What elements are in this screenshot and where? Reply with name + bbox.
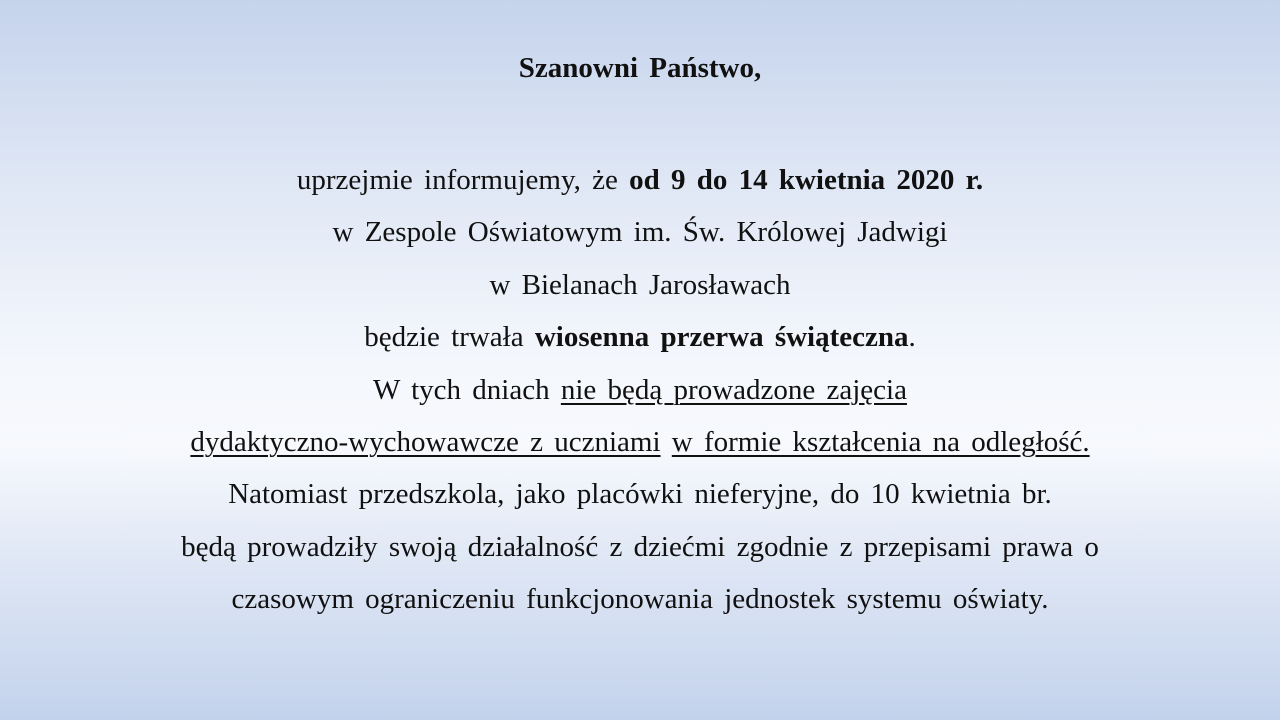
line-preschools: Natomiast przedszkola, jako placówki nieferyjne, do 10 kwietnia br. xyxy=(228,478,1052,511)
line-regulations: czasowym ograniczeniu funkcjonowania jednostek systemu oświaty. xyxy=(231,583,1049,616)
line-break-type-period: . xyxy=(908,321,916,354)
line-classes-cont xyxy=(0,416,1280,468)
line-dates xyxy=(0,154,1280,206)
classes-space xyxy=(661,426,672,458)
line-break-type xyxy=(0,311,1280,363)
break-name: wiosenna przerwa świąteczna xyxy=(534,321,909,354)
remote-learning-notice: w formie kształcenia na odległość. xyxy=(671,426,1090,459)
greeting-heading: Szanowni Państwo, xyxy=(518,52,762,84)
line-location: w Bielanach Jarosławach xyxy=(489,268,791,301)
line-classes-text: W tych dniach xyxy=(373,373,561,406)
line-break-type-text: będzie trwała xyxy=(364,321,535,354)
line-school: w Zespole Oświatowym im. Św. Królowej Jadwigi xyxy=(332,216,948,249)
date-range: od 9 do 14 kwietnia 2020 r. xyxy=(629,164,984,196)
line-preschools-activity: będą prowadziły swoją działalność z dziećmi zgodnie z przepisami prawa o xyxy=(181,530,1099,563)
announcement-body xyxy=(0,154,1280,626)
line-dates-text: uprzejmie informujemy, że xyxy=(296,164,630,196)
line-classes xyxy=(0,364,1280,416)
classes-type: dydaktyczno-wychowawcze z uczniami xyxy=(190,426,661,459)
no-classes-notice: nie będą prowadzone zajęcia xyxy=(560,373,907,406)
